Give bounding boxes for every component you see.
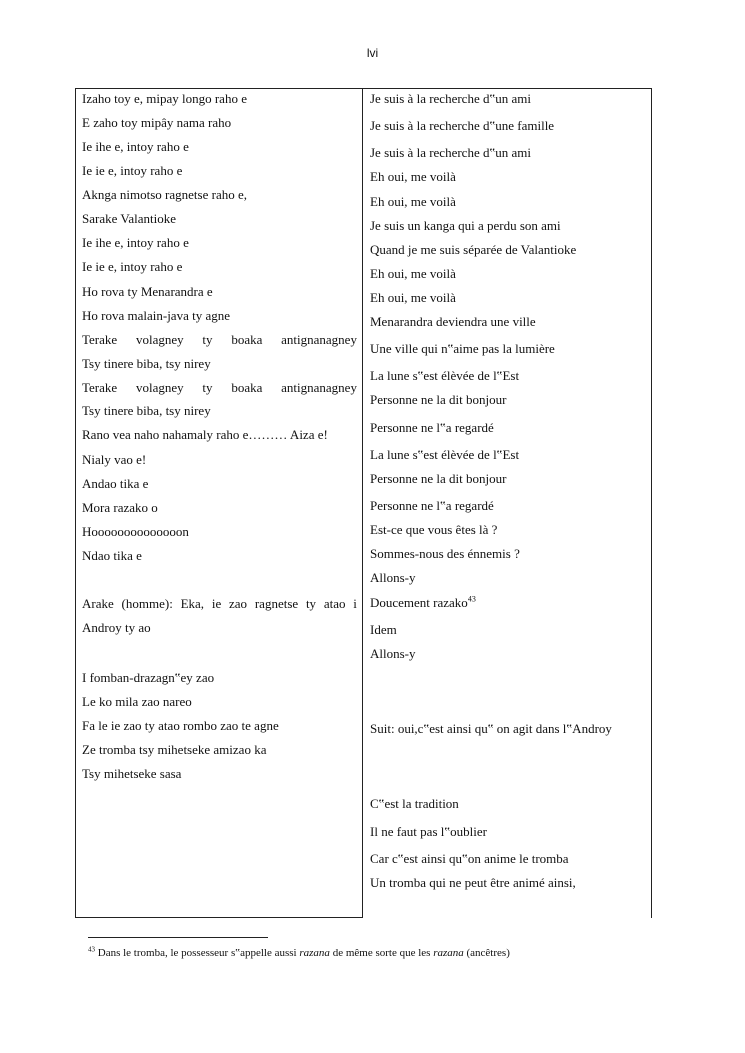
left-line: Ze tromba tsy mihetseke amizao ka	[82, 742, 267, 757]
right-line: Eh oui, me voilà	[370, 266, 456, 281]
right-line: Eh oui, me voilà	[370, 194, 456, 209]
justified-word: antignanagney	[281, 332, 357, 347]
right-line: Je suis à la recherche d‟un ami	[370, 145, 531, 160]
left-line: Izaho toy e, mipay longo raho e	[82, 91, 247, 106]
page-number: lvi	[366, 46, 379, 60]
left-line: Andao tika e	[82, 476, 149, 491]
left-line: E zaho toy mipây nama raho	[82, 115, 232, 130]
right-line: Est-ce que vous êtes là ?	[370, 522, 498, 537]
right-line: La lune s‟est élèvée de l‟Est	[370, 368, 520, 383]
right-line: Eh oui, me voilà	[370, 290, 456, 305]
right-line: Personne ne l‟a regardé	[370, 498, 494, 513]
left-line: Ie ie e, intoy raho e	[82, 259, 183, 274]
justified-word: ty	[305, 596, 317, 611]
justified-word: (homme):	[121, 596, 173, 611]
left-line: Ho rova ty Menarandra e	[82, 284, 213, 299]
right-line: Allons-y	[370, 646, 416, 661]
right-line: Menarandra deviendra une ville	[370, 314, 536, 329]
footnote-number: 43	[88, 945, 95, 954]
left-line-justified	[82, 332, 357, 347]
justified-word: i	[353, 596, 357, 611]
justified-word: volagney	[135, 380, 184, 395]
left-line: Hoooooooooooooon	[82, 524, 189, 539]
footnote	[88, 947, 510, 959]
right-line: Il ne faut pas l‟oublier	[370, 824, 487, 839]
left-line-justified	[82, 380, 357, 395]
right-line: Je suis un kanga qui a perdu son ami	[370, 218, 561, 233]
footnote-marker[interactable]: 43	[467, 594, 476, 604]
right-line: Eh oui, me voilà	[370, 169, 456, 184]
right-line: Personne ne l‟a regardé	[370, 420, 494, 435]
left-line: Tsy tinere biba, tsy nirey	[82, 356, 211, 371]
footnote-text-3: (ancêtres)	[463, 947, 510, 959]
right-line: C‟est la tradition	[370, 796, 459, 811]
right-line-with-footnote	[370, 595, 476, 610]
left-line: Mora razako o	[82, 500, 158, 515]
right-line: Sommes-nous des énnemis ?	[370, 546, 520, 561]
right-line: Quand je me suis séparée de Valantioke	[370, 242, 577, 257]
justified-word: ie	[211, 596, 222, 611]
right-line: Personne ne la dit bonjour	[370, 392, 507, 407]
justified-word: volagney	[135, 332, 184, 347]
right-line: Suit: oui,c‟est ainsi qu‟ on agit dans l‟Androy	[370, 721, 612, 736]
justified-word: ty	[202, 380, 213, 395]
footnote-text-2: de même sorte que les	[329, 947, 434, 959]
left-line: Ndao tika e	[82, 548, 142, 563]
left-line-justified	[82, 596, 357, 611]
left-line: I fomban-drazagn‟ey zao	[82, 670, 215, 685]
right-line: Car c‟est ainsi qu‟on anime le tromba	[370, 851, 569, 866]
left-line: Sarake Valantioke	[82, 211, 176, 226]
justified-word: ragnetse	[254, 596, 299, 611]
right-line: Un tromba qui ne peut être animé ainsi,	[370, 875, 576, 890]
footnote-term-1: razana	[299, 947, 330, 959]
right-line: Allons-y	[370, 570, 416, 585]
right-line: Idem	[370, 622, 397, 637]
footnote-term-2: razana	[433, 947, 464, 959]
footnote-text-1: Dans le tromba, le possesseur s‟appelle aussi	[97, 947, 300, 959]
justified-word: zao	[229, 596, 248, 611]
justified-word: Arake	[82, 596, 114, 611]
footnote-separator	[88, 937, 268, 938]
justified-word: atao	[323, 596, 346, 611]
justified-word: Terake	[82, 332, 118, 347]
left-line: Nialy vao e!	[82, 452, 147, 467]
left-line: Rano vea naho nahamaly raho e……… Aiza e!	[82, 427, 328, 442]
right-line: Personne ne la dit bonjour	[370, 471, 507, 486]
right-line: Je suis à la recherche d‟une famille	[370, 118, 555, 133]
right-line-text: Doucement razako	[370, 595, 468, 610]
justified-word: Eka,	[180, 596, 205, 611]
right-line: Une ville qui n‟aime pas la lumière	[370, 341, 555, 356]
left-line: Le ko mila zao nareo	[82, 694, 192, 709]
left-line: Androy ty ao	[82, 620, 151, 635]
left-line: Ie ihe e, intoy raho e	[82, 235, 189, 250]
left-line: Ie ie e, intoy raho e	[82, 163, 183, 178]
left-line: Fa le ie zao ty atao rombo zao te agne	[82, 718, 279, 733]
left-line: Aknga nimotso ragnetse raho e,	[82, 187, 247, 202]
right-line: La lune s‟est élèvée de l‟Est	[370, 447, 520, 462]
justified-word: antignanagney	[281, 380, 357, 395]
left-line: Tsy tinere biba, tsy nirey	[82, 403, 211, 418]
left-line: Ie ihe e, intoy raho e	[82, 139, 189, 154]
justified-word: boaka	[231, 332, 263, 347]
justified-word: boaka	[231, 380, 263, 395]
left-line: Ho rova malain-java ty agne	[82, 308, 230, 323]
left-line: Tsy mihetseke sasa	[82, 766, 182, 781]
right-line: Je suis à la recherche d‟un ami	[370, 91, 531, 106]
justified-word: Terake	[82, 380, 118, 395]
justified-word: ty	[202, 332, 213, 347]
